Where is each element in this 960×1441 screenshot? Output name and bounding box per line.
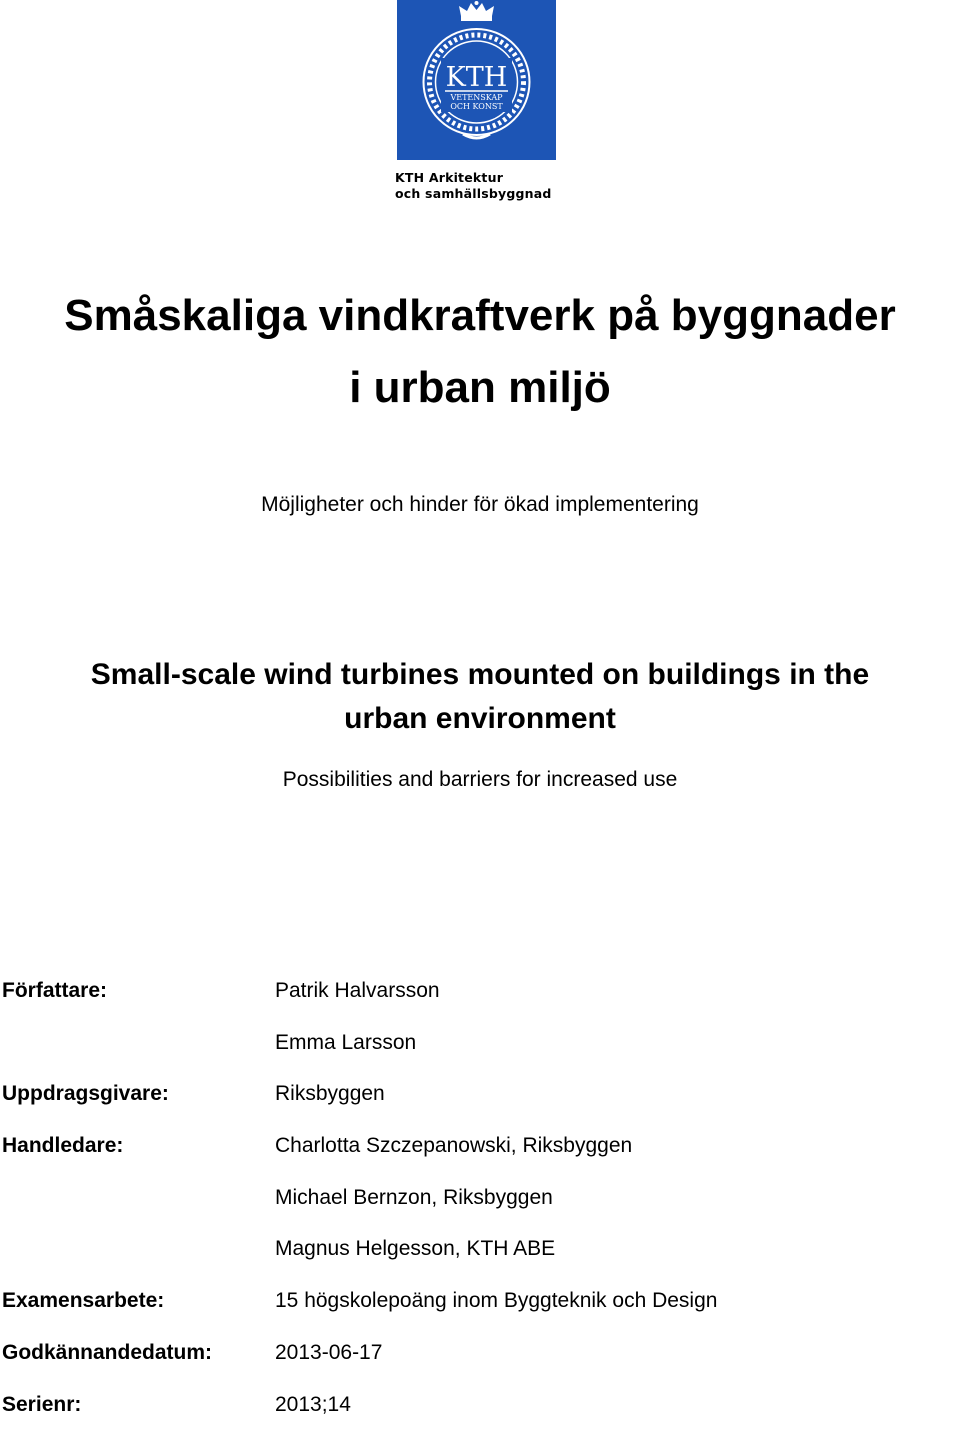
english-title xyxy=(0,653,960,741)
metadata-row xyxy=(0,1234,960,1286)
english-subtitle: Possibilities and barriers for increased use xyxy=(0,765,960,795)
metadata-row xyxy=(0,976,960,1028)
metadata-label: Uppdragsgivare: xyxy=(2,1079,169,1109)
metadata-row xyxy=(0,1028,960,1080)
kth-logo xyxy=(397,0,556,160)
metadata-row xyxy=(0,1183,960,1235)
logo-line1: VETENSKAP xyxy=(449,93,503,102)
metadata-label: Författare: xyxy=(2,976,107,1006)
metadata-label: Examensarbete: xyxy=(2,1286,164,1316)
metadata-row xyxy=(0,1338,960,1390)
metadata-label: Godkännandedatum: xyxy=(2,1338,212,1368)
metadata-table xyxy=(0,976,960,1441)
metadata-value: 2013;14 xyxy=(275,1390,351,1420)
metadata-row xyxy=(0,1390,960,1441)
metadata-value: Riksbyggen xyxy=(275,1079,385,1109)
metadata-label: Serienr: xyxy=(2,1390,81,1420)
metadata-row xyxy=(0,1079,960,1131)
department-name xyxy=(395,170,565,202)
department-line: och samhällsbyggnad xyxy=(395,186,565,202)
metadata-value: Emma Larsson xyxy=(275,1028,416,1058)
metadata-value: 2013-06-17 xyxy=(275,1338,382,1368)
metadata-row xyxy=(0,1286,960,1338)
swedish-title xyxy=(0,280,960,424)
metadata-row xyxy=(0,1131,960,1183)
kth-seal-icon xyxy=(397,0,556,160)
swedish-title-line: Småskaliga vindkraftverk på byggnader xyxy=(0,280,960,352)
swedish-subtitle: Möjligheter och hinder för ökad implementering xyxy=(0,490,960,520)
english-title-line: Small-scale wind turbines mounted on buildings in the xyxy=(0,653,960,697)
department-line: KTH Arkitektur xyxy=(395,170,565,186)
metadata-value: Patrik Halvarsson xyxy=(275,976,440,1006)
metadata-label: Handledare: xyxy=(2,1131,123,1161)
english-title-line: urban environment xyxy=(0,697,960,741)
metadata-value: 15 högskolepoäng inom Byggteknik och Design xyxy=(275,1286,717,1316)
logo-line2: OCH KONST xyxy=(450,102,503,111)
metadata-value: Michael Bernzon, Riksbyggen xyxy=(275,1183,553,1213)
metadata-value: Magnus Helgesson, KTH ABE xyxy=(275,1234,555,1264)
metadata-value: Charlotta Szczepanowski, Riksbyggen xyxy=(275,1131,632,1161)
swedish-title-line: i urban miljö xyxy=(0,352,960,424)
logo-name: KTH xyxy=(446,62,508,93)
